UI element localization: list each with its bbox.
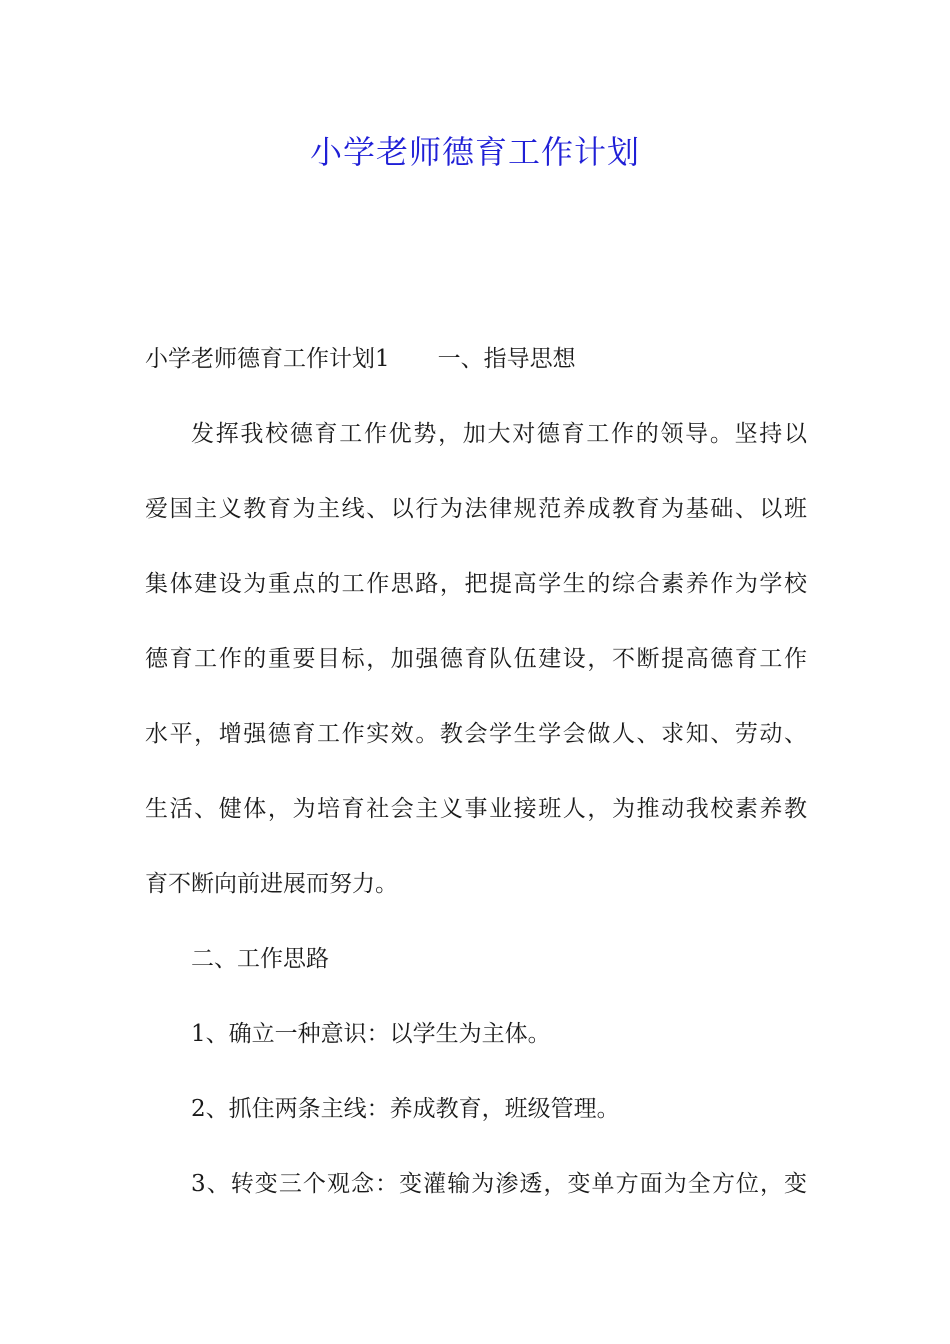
- paragraph-line: 德育工作的重要目标，加强德育队伍建设，不断提高德育工作: [145, 646, 807, 672]
- document-body: [145, 334, 807, 1234]
- list-item: 3、转变三个观念：变灌输为渗透，变单方面为全方位，变: [191, 1171, 807, 1197]
- document-title: 小学老师德育工作计划: [309, 133, 640, 171]
- paragraph-line: 爱国主义教育为主线、以行为法律规范养成教育为基础、以班: [145, 496, 807, 522]
- paragraph-line: 生活、健体，为培育社会主义事业接班人，为推动我校素养教: [145, 796, 807, 822]
- paragraph-line: 水平，增强德育工作实效。教会学生学会做人、求知、劳动、: [145, 721, 807, 747]
- section-heading-guiding-thought: 一、指导思想: [437, 346, 576, 372]
- paragraph-line: 发挥我校德育工作优势，加大对德育工作的领导。坚持以: [191, 421, 807, 447]
- section-heading-work-approach: 二、工作思路: [191, 946, 329, 972]
- paragraph-line: 育不断向前进展而努力。: [145, 871, 398, 897]
- list-item: 2、抓住两条主线：养成教育，班级管理。: [191, 1096, 620, 1122]
- list-item: 1、确立一种意识：以学生为主体。: [191, 1021, 551, 1047]
- plan-label: 小学老师德育工作计划1: [145, 346, 390, 372]
- paragraph-line: 集体建设为重点的工作思路，把提高学生的综合素养作为学校: [145, 571, 807, 597]
- intro-line: [145, 334, 807, 409]
